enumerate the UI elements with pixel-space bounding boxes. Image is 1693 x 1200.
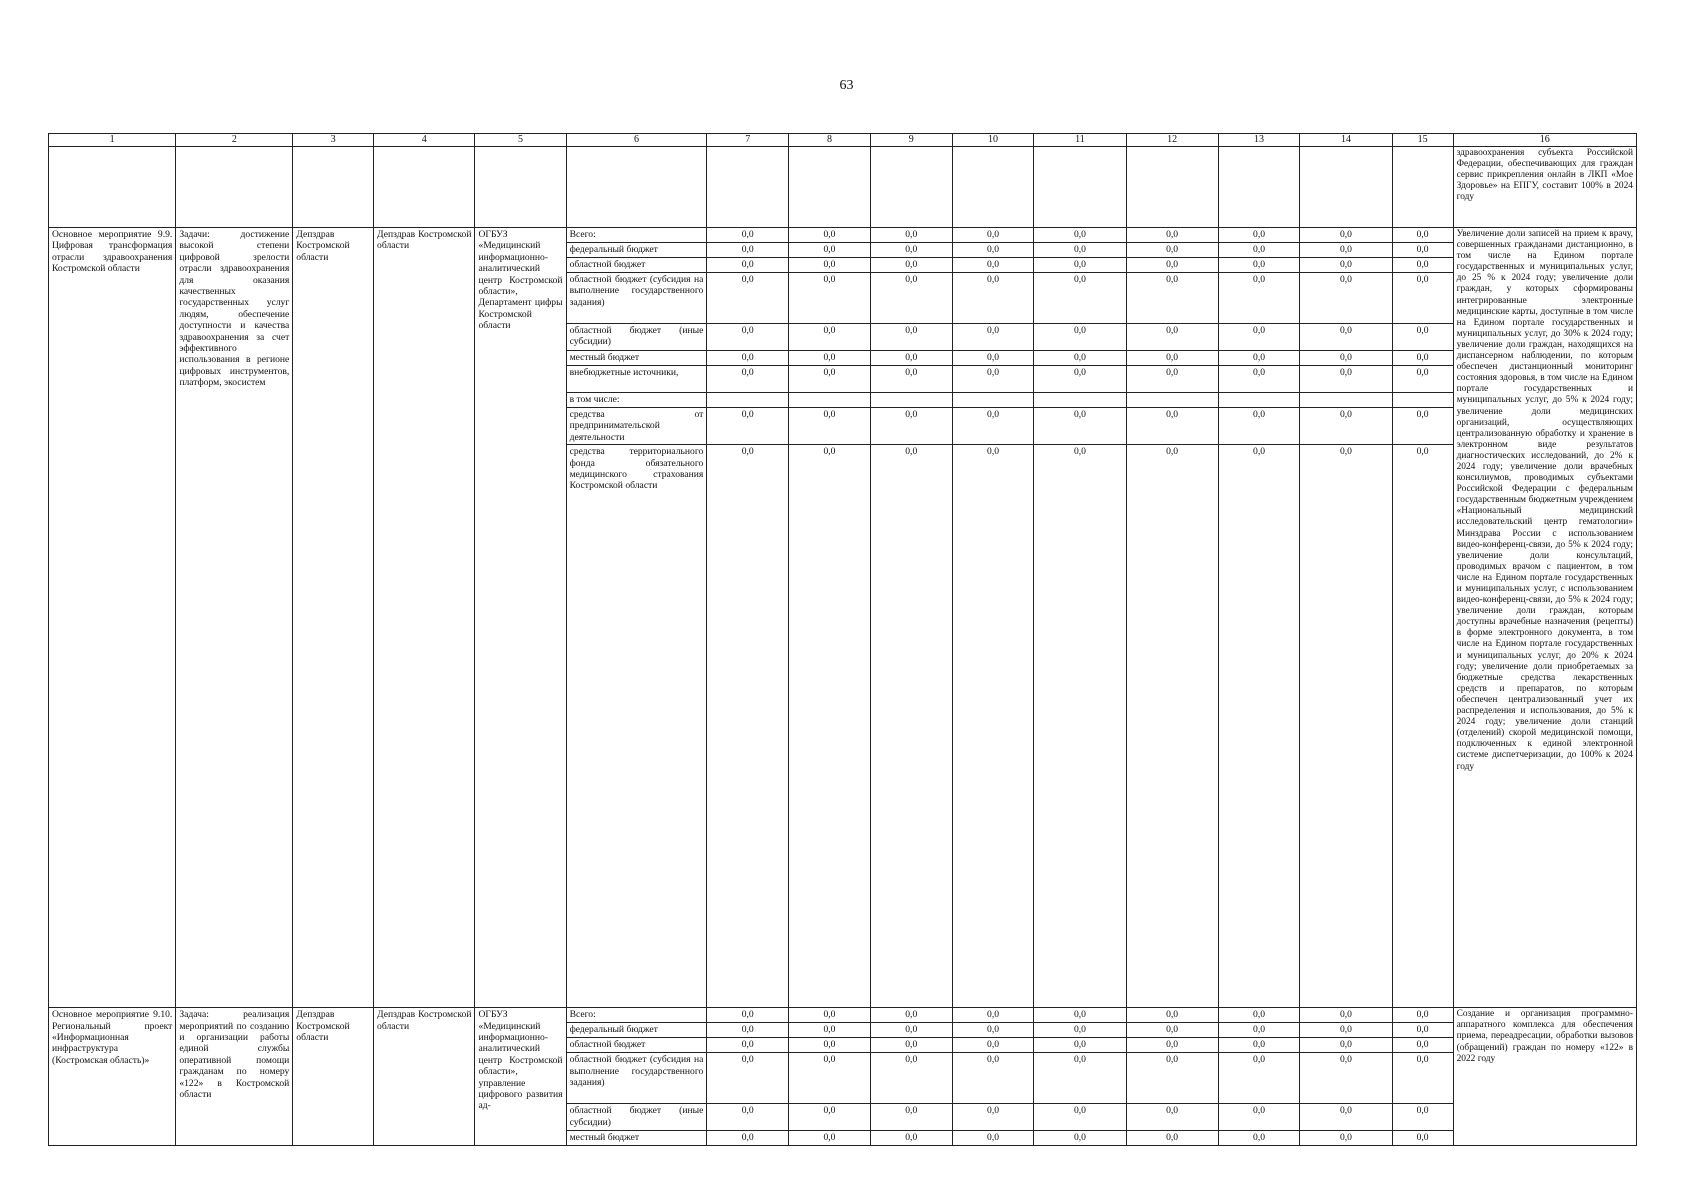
funding-value: 0,0 [789, 1104, 871, 1131]
funding-source-label: средства территориального фонда обязательного медицинского страхования Костромской области [566, 445, 707, 1008]
table-body [49, 147, 1637, 1146]
empty-cell [870, 147, 952, 228]
funding-value: 0,0 [1300, 228, 1392, 243]
funding-value: 0,0 [1218, 1131, 1300, 1146]
funding-value: 0,0 [1034, 273, 1126, 324]
funding-value: 0,0 [789, 273, 871, 324]
funding-value: 0,0 [707, 324, 789, 351]
funding-value: 0,0 [1126, 1053, 1218, 1104]
funding-row [49, 1008, 1637, 1023]
funding-value: 0,0 [952, 228, 1034, 243]
funding-value [1392, 393, 1453, 408]
funding-value: 0,0 [1392, 351, 1453, 366]
funding-value [952, 393, 1034, 408]
funding-value: 0,0 [870, 1131, 952, 1146]
funding-source-label: Всего: [566, 228, 707, 243]
carry-over-result: здравоохранения субъекта Российской Федерации, обеспечивающих для граждан сервис прикрепления онлайн в ЛКП «Мое Здоровье» на ЕПГУ, составит 100% в 2024 году [1453, 147, 1636, 228]
column-number-8: 8 [789, 134, 871, 147]
empty-cell [293, 147, 374, 228]
funding-value: 0,0 [1392, 243, 1453, 258]
funding-value: 0,0 [1034, 1131, 1126, 1146]
funding-value: 0,0 [1218, 1104, 1300, 1131]
funding-value: 0,0 [707, 243, 789, 258]
funding-value: 0,0 [1218, 1038, 1300, 1053]
funding-value: 0,0 [1034, 408, 1126, 445]
funding-value: 0,0 [1300, 243, 1392, 258]
funding-value: 0,0 [1300, 445, 1392, 1008]
funding-value: 0,0 [1300, 1023, 1392, 1038]
measure-responsible: Депздрав Костромской области [374, 1008, 475, 1146]
funding-value: 0,0 [1300, 1104, 1392, 1131]
empty-cell [952, 147, 1034, 228]
funding-value: 0,0 [1218, 1008, 1300, 1023]
measure-administrator: Депздрав Костромской области [293, 228, 374, 1008]
column-number-14: 14 [1300, 134, 1392, 147]
funding-value: 0,0 [789, 1008, 871, 1023]
funding-value: 0,0 [1300, 1131, 1392, 1146]
program-measures-table [48, 133, 1637, 1146]
funding-value: 0,0 [789, 1053, 871, 1104]
empty-cell [374, 147, 475, 228]
funding-source-label: в том числе: [566, 393, 707, 408]
empty-cell [1218, 147, 1300, 228]
funding-value: 0,0 [1218, 408, 1300, 445]
funding-value: 0,0 [870, 273, 952, 324]
funding-value: 0,0 [1218, 366, 1300, 393]
empty-cell [475, 147, 566, 228]
funding-value: 0,0 [870, 1053, 952, 1104]
funding-value: 0,0 [1392, 408, 1453, 445]
column-number-2: 2 [176, 134, 293, 147]
funding-value: 0,0 [1126, 366, 1218, 393]
funding-value: 0,0 [707, 1023, 789, 1038]
funding-value: 0,0 [707, 258, 789, 273]
column-number-15: 15 [1392, 134, 1453, 147]
funding-value: 0,0 [1392, 1038, 1453, 1053]
funding-value: 0,0 [1126, 258, 1218, 273]
funding-value: 0,0 [1392, 324, 1453, 351]
funding-value: 0,0 [1126, 351, 1218, 366]
funding-value: 0,0 [870, 228, 952, 243]
funding-value: 0,0 [707, 366, 789, 393]
column-number-header [49, 134, 1637, 147]
funding-value: 0,0 [789, 408, 871, 445]
funding-value: 0,0 [952, 243, 1034, 258]
funding-value: 0,0 [952, 408, 1034, 445]
funding-value: 0,0 [789, 445, 871, 1008]
funding-value: 0,0 [1034, 258, 1126, 273]
funding-value: 0,0 [1300, 1053, 1392, 1104]
funding-value: 0,0 [1034, 445, 1126, 1008]
funding-value: 0,0 [1126, 273, 1218, 324]
funding-value: 0,0 [1392, 1008, 1453, 1023]
funding-value: 0,0 [870, 243, 952, 258]
column-number-4: 4 [374, 134, 475, 147]
measure-name: Основное мероприятие 9.10. Региональный проект «Информационная инфраструктура (Костромская область)» [49, 1008, 176, 1146]
funding-value: 0,0 [1392, 445, 1453, 1008]
funding-value: 0,0 [1300, 351, 1392, 366]
funding-value: 0,0 [1126, 324, 1218, 351]
funding-value: 0,0 [1300, 324, 1392, 351]
funding-value: 0,0 [1218, 445, 1300, 1008]
funding-value: 0,0 [789, 351, 871, 366]
funding-value: 0,0 [1126, 1131, 1218, 1146]
funding-value: 0,0 [952, 1053, 1034, 1104]
funding-value: 0,0 [952, 351, 1034, 366]
funding-value: 0,0 [789, 228, 871, 243]
funding-value: 0,0 [1034, 1104, 1126, 1131]
funding-value: 0,0 [707, 1053, 789, 1104]
funding-value: 0,0 [1126, 1023, 1218, 1038]
empty-cell [707, 147, 789, 228]
funding-value: 0,0 [1218, 243, 1300, 258]
funding-value: 0,0 [1392, 366, 1453, 393]
column-number-1: 1 [49, 134, 176, 147]
funding-source-label: средства от предпринимательской деятельности [566, 408, 707, 445]
funding-value: 0,0 [1126, 445, 1218, 1008]
funding-value: 0,0 [952, 324, 1034, 351]
funding-value: 0,0 [952, 1008, 1034, 1023]
funding-source-label: областной бюджет (иные субсидии) [566, 324, 707, 351]
funding-value [870, 393, 952, 408]
funding-value [1300, 393, 1392, 408]
empty-cell [1126, 147, 1218, 228]
page-number: 63 [839, 78, 854, 93]
funding-value: 0,0 [707, 228, 789, 243]
measure-task: Задача: реализация мероприятий по созданию и организации работы единой службы оперативной помощи гражданам по номеру «122» в Костромской области [176, 1008, 293, 1146]
funding-value: 0,0 [870, 1008, 952, 1023]
funding-value: 0,0 [1392, 1131, 1453, 1146]
column-number-10: 10 [952, 134, 1034, 147]
funding-value: 0,0 [952, 1038, 1034, 1053]
funding-source-label: областной бюджет (иные субсидии) [566, 1104, 707, 1131]
funding-value: 0,0 [1126, 243, 1218, 258]
funding-value: 0,0 [1300, 366, 1392, 393]
funding-value: 0,0 [789, 1023, 871, 1038]
funding-value: 0,0 [952, 366, 1034, 393]
column-number-12: 12 [1126, 134, 1218, 147]
funding-value: 0,0 [1392, 273, 1453, 324]
column-number-3: 3 [293, 134, 374, 147]
funding-value: 0,0 [1034, 228, 1126, 243]
funding-value: 0,0 [1218, 1023, 1300, 1038]
funding-value: 0,0 [707, 1008, 789, 1023]
funding-source-label: Всего: [566, 1008, 707, 1023]
funding-value: 0,0 [1126, 1104, 1218, 1131]
funding-value: 0,0 [707, 1104, 789, 1131]
funding-value: 0,0 [952, 273, 1034, 324]
funding-value: 0,0 [1034, 324, 1126, 351]
funding-value [1126, 393, 1218, 408]
empty-cell [1300, 147, 1392, 228]
funding-source-label: местный бюджет [566, 1131, 707, 1146]
funding-value: 0,0 [952, 1104, 1034, 1131]
funding-value: 0,0 [707, 408, 789, 445]
funding-value: 0,0 [789, 243, 871, 258]
funding-value: 0,0 [1218, 273, 1300, 324]
column-number-13: 13 [1218, 134, 1300, 147]
funding-value: 0,0 [789, 324, 871, 351]
funding-value: 0,0 [1218, 1053, 1300, 1104]
funding-row [49, 228, 1637, 243]
funding-source-label: областной бюджет [566, 1038, 707, 1053]
measure-task: Задачи: достижение высокой степени цифровой зрелости отрасли здравоохранения для оказания качественных государственных услуг людям, обеспечение доступности и качества здравоохранения за счет эффективного использования в регионе цифровых инструментов, платформ, экосистем [176, 228, 293, 1008]
funding-value: 0,0 [1034, 1023, 1126, 1038]
funding-value: 0,0 [870, 351, 952, 366]
column-number-5: 5 [475, 134, 566, 147]
funding-value: 0,0 [1126, 228, 1218, 243]
funding-value: 0,0 [789, 1038, 871, 1053]
funding-value: 0,0 [870, 366, 952, 393]
expected-result: Создание и организация программно-аппаратного комплекса для обеспечения приема, переадресации, обработки вызовов (обращений) граждан по номеру «122» в 2022 году [1453, 1008, 1636, 1146]
funding-source-label: местный бюджет [566, 351, 707, 366]
funding-value [1034, 393, 1126, 408]
funding-value: 0,0 [952, 1131, 1034, 1146]
funding-source-label: федеральный бюджет [566, 243, 707, 258]
funding-value: 0,0 [1218, 258, 1300, 273]
measure-responsible: Депздрав Костромской области [374, 228, 475, 1008]
funding-value: 0,0 [870, 445, 952, 1008]
funding-value: 0,0 [870, 258, 952, 273]
funding-value: 0,0 [870, 1038, 952, 1053]
empty-cell [1034, 147, 1126, 228]
funding-value: 0,0 [1218, 351, 1300, 366]
funding-value: 0,0 [789, 1131, 871, 1146]
funding-value: 0,0 [1300, 1008, 1392, 1023]
measure-participant: ОГБУЗ «Медицинский информационно-аналитический центр Костромской области», управление цифрового развития ад- [475, 1008, 566, 1146]
funding-value: 0,0 [1392, 1023, 1453, 1038]
funding-value: 0,0 [952, 1023, 1034, 1038]
funding-source-label: федеральный бюджет [566, 1023, 707, 1038]
funding-value: 0,0 [1392, 228, 1453, 243]
empty-cell [789, 147, 871, 228]
funding-value: 0,0 [1300, 1038, 1392, 1053]
funding-value: 0,0 [952, 445, 1034, 1008]
funding-source-label: областной бюджет (субсидия на выполнение государственного задания) [566, 1053, 707, 1104]
funding-value: 0,0 [870, 324, 952, 351]
funding-value: 0,0 [1300, 408, 1392, 445]
funding-value: 0,0 [1392, 1104, 1453, 1131]
funding-value: 0,0 [1300, 258, 1392, 273]
funding-value: 0,0 [1034, 366, 1126, 393]
column-number-11: 11 [1034, 134, 1126, 147]
funding-value: 0,0 [952, 258, 1034, 273]
funding-value: 0,0 [1218, 228, 1300, 243]
measure-administrator: Депздрав Костромской области [293, 1008, 374, 1146]
funding-value: 0,0 [1034, 1008, 1126, 1023]
measure-name: Основное мероприятие 9.9. Цифровая трансформация отрасли здравоохранения Костромской области [49, 228, 176, 1008]
funding-value: 0,0 [870, 1104, 952, 1131]
funding-value: 0,0 [707, 273, 789, 324]
funding-value: 0,0 [789, 258, 871, 273]
funding-value: 0,0 [870, 408, 952, 445]
funding-value: 0,0 [1034, 351, 1126, 366]
funding-value [789, 393, 871, 408]
funding-source-label: внебюджетные источники, [566, 366, 707, 393]
funding-value: 0,0 [1300, 273, 1392, 324]
expected-result: Увеличение доли записей на прием к врачу, совершенных гражданами дистанционно, в том числе на Едином портале государственных и муниципальных услуг, до 25 % к 2024 году; увеличение доли граждан, у которых сформированы интегрированные электронные медицинские карты, доступные в том числе на Едином портале государственных и муниципальных услуг, до 30% к 2024 году; увеличение доли граждан, находящихся на диспансерном наблюдении, по которым обеспечен дистанционный мониторинг состояния здоровья, в том числе на Едином портале государственных и муниципальных услуг, до 5% к 2024 году; увеличение доли медицинских организаций, осуществляющих централизованную обработку и хранение в электронном виде результатов диагностических исследований, до 2% к 2024 году; увеличение доли врачебных консилиумов, проводимых субъектами Российской Федерации с федеральным государственным бюджетным учреждением «Национальный медицинский исследовательский центр гематологии» Минздрава России с использованием видео-конференц-связи, до 5% к 2024 году; увеличение доли консультаций, проводимых врачом с пациентом, в том числе на Едином портале государственных и муниципальных услуг, с использованием видео-конференц-связи, до 5% к 2024 году; увеличение доли граждан, которым доступны врачебные назначения (рецепты) в форме электронного документа, в том числе на Едином портале государственных и муниципальных услуг, до 20% к 2024 году; увеличение доли приобретаемых за бюджетные средства лекарственных средств и препаратов, по которым обеспечен централизованный учет их распределения и использования, до 5% к 2024 году; увеличение доли станций (отделений) скорой медицинской помощи, подключенных к единой электронной системе диспетчеризации, до 100% к 2024 году [1453, 228, 1636, 1008]
column-number-9: 9 [870, 134, 952, 147]
funding-value: 0,0 [1034, 1053, 1126, 1104]
funding-value: 0,0 [1392, 258, 1453, 273]
funding-value: 0,0 [1126, 1038, 1218, 1053]
funding-source-label: областной бюджет [566, 258, 707, 273]
funding-value: 0,0 [707, 445, 789, 1008]
funding-value: 0,0 [1392, 1053, 1453, 1104]
column-number-6: 6 [566, 134, 707, 147]
funding-value: 0,0 [1218, 324, 1300, 351]
column-number-16: 16 [1453, 134, 1636, 147]
funding-value: 0,0 [707, 351, 789, 366]
column-number-7: 7 [707, 134, 789, 147]
funding-value: 0,0 [1034, 1038, 1126, 1053]
empty-cell [176, 147, 293, 228]
empty-cell [49, 147, 176, 228]
funding-value: 0,0 [1126, 1008, 1218, 1023]
funding-value: 0,0 [1034, 243, 1126, 258]
funding-value: 0,0 [1126, 408, 1218, 445]
funding-value: 0,0 [870, 1023, 952, 1038]
empty-cell [1392, 147, 1453, 228]
funding-value [707, 393, 789, 408]
funding-value: 0,0 [707, 1038, 789, 1053]
funding-value: 0,0 [707, 1131, 789, 1146]
measure-participant: ОГБУЗ «Медицинский информационно-аналитический центр Костромской области», Департамент цифры Костромской области [475, 228, 566, 1008]
funding-value: 0,0 [789, 366, 871, 393]
funding-source-label: областной бюджет (субсидия на выполнение государственного задания) [566, 273, 707, 324]
empty-cell [566, 147, 707, 228]
funding-value [1218, 393, 1300, 408]
